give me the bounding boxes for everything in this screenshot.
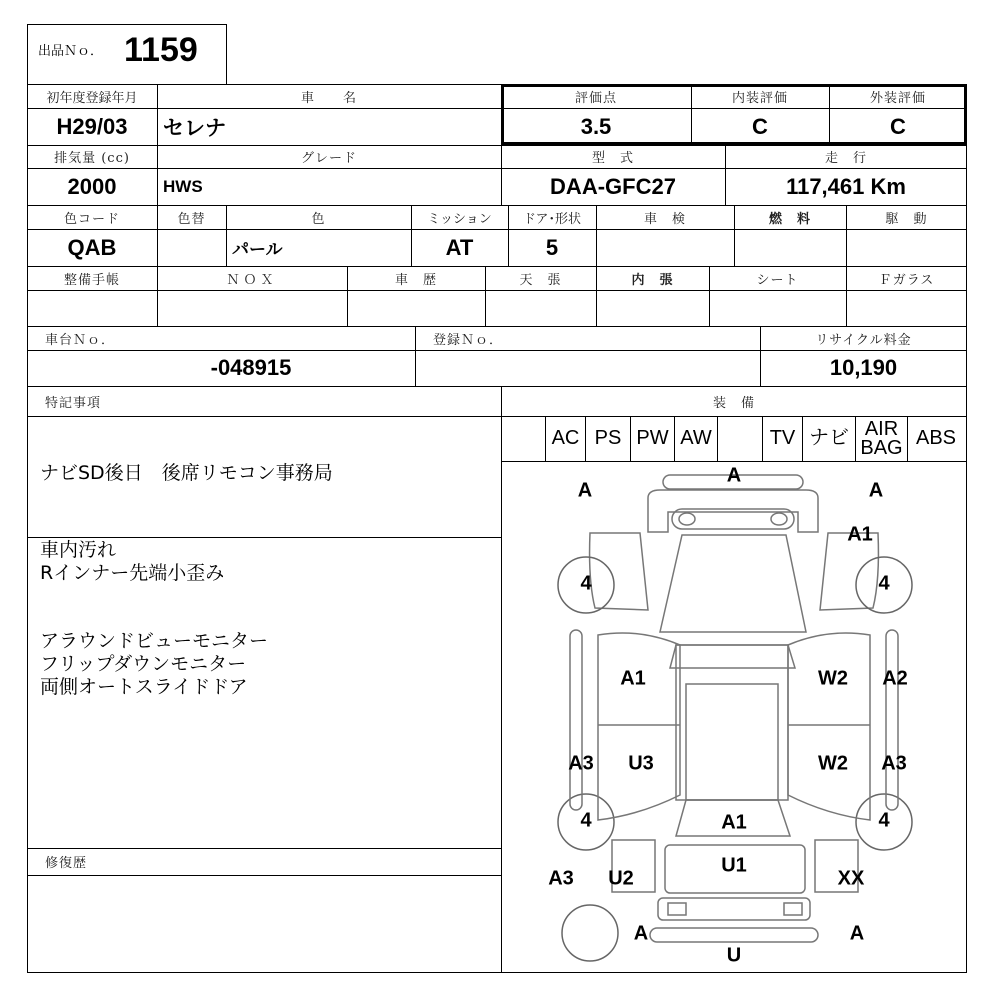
lot-label: 出品Ｎｏ． [38,44,104,59]
displacement-label: 排気量 (cc) [54,151,130,166]
mileage-value: 117,461 Km [786,173,906,199]
mark-right-rear-door: W2 [818,752,848,775]
lot-number-box [27,24,227,84]
inner-label: 内 張 [631,272,674,288]
color-value: パール [232,240,283,259]
mark-right-rear-panel: A3 [881,752,907,775]
mission-value: AT [445,234,474,260]
door-value: 5 [545,234,559,260]
equip-ac: AC [546,416,586,461]
mark-front-center: A [726,464,742,487]
color-change-value [157,229,226,266]
equip-aw: AW [675,416,718,461]
mark-rear-left-quarter: A3 [548,867,574,890]
grade-label: グレード [300,151,357,166]
exterior-label: 外装評価 [869,90,926,106]
repair-label: 修復歴 [45,856,88,871]
mark-hood-right: A1 [847,523,873,546]
body-sides [570,630,898,820]
notes-line1: ナビSD後日 後席リモコン事務局 [40,462,333,484]
mark-tire-fl: 4 [580,572,592,595]
mark-bumper-right: A [849,922,865,945]
score-label: 評価点 [574,90,617,106]
equip-airbag-line2: BAG [860,436,903,459]
equip-navi: ナビ [803,416,856,461]
hood [660,535,806,632]
equip-blank-1 [510,416,546,461]
roof-label: 天 張 [519,272,562,288]
mark-rear-glass: A1 [721,811,747,834]
color-code-label: 色コード [63,211,120,227]
equip-airbag [856,416,908,461]
mark-left-front-door: A1 [620,667,646,690]
grade-value: HWS [163,176,203,196]
drive-label: 駆 動 [885,211,928,227]
mark-left-rear-door: U3 [628,752,654,775]
equip-airbag-line1: AIR [864,417,899,440]
mission-label: ミッション [427,211,492,227]
recycle-label: リサイクル料金 [815,332,912,348]
notes-block3-line: 両側オートスライドドア [40,676,248,698]
color-label: 色 [311,211,326,227]
equipment-label: 装 備 [712,395,755,411]
model-value: DAA-GFC27 [550,173,676,199]
exterior-value: C [890,113,906,139]
maintenance-label: 整備手帳 [63,272,120,288]
notes-label: 特記事項 [45,395,102,411]
mark-bumper-left: A [633,922,649,945]
score-value: 3.5 [580,113,612,139]
first-reg-value: H29/03 [56,113,128,139]
windshield-rear [670,645,795,836]
notes-block3-line: アラウンドビューモニター [40,630,269,652]
mark-tire-fr: 4 [878,572,890,595]
equip-abs: ABS [915,427,957,449]
mark-front-right: A [868,479,884,502]
roof [676,645,788,800]
registration-label: 登録Ｎｏ． [433,332,504,348]
mark-tire-rl: 4 [580,809,592,832]
notes-block2-line: 車内汚れ [40,539,117,561]
inspection-value [596,229,734,266]
mark-rear-right-corner: XX [837,867,865,890]
car-name-value: セレナ [163,116,226,140]
equip-tv: TV [763,416,803,461]
interior-value: C [752,113,768,139]
equip-ps: PS [586,416,631,461]
lot-number: 1159 [124,31,198,69]
chassis-label: 車台Ｎｏ． [45,332,116,348]
model-label: 型 式 [591,151,634,166]
displacement-value: 2000 [67,173,117,199]
fglass-label: Ｆガラス [878,272,935,288]
mark-tire-rr: 4 [878,809,890,832]
mark-right-front-panel: A2 [882,667,908,690]
front-fenders [590,533,879,610]
mileage-label: 走 行 [824,151,867,166]
chassis-value: -048915 [210,355,292,380]
mark-rear-center: U [726,944,742,967]
equip-blank-2 [718,416,763,461]
fuel-label: 燃 料 [768,211,811,227]
door-label: ドア･形状 [522,211,582,227]
notes-block2 [40,539,224,585]
seat-label: シート [756,272,799,288]
history-label: 車 歴 [394,272,437,288]
notes-block3-line: フリップダウンモニター [40,653,247,675]
color-code-value: QAB [67,234,117,260]
recycle-value: 10,190 [829,355,898,380]
mark-front-left: A [577,479,593,502]
inspection-label: 車 検 [643,211,686,227]
mark-right-front-door: W2 [818,667,848,690]
interior-label: 内装評価 [731,90,788,106]
tires [558,557,912,961]
first-reg-label: 初年度登録年月 [46,90,138,106]
color-change-label: 色替 [177,211,206,227]
equip-pw: PW [631,416,675,461]
car-name-label: 車 名 [300,90,357,106]
mark-rear-left-corner: U2 [608,867,634,890]
nox-label: ＮＯＸ [226,272,278,288]
notes-block3 [40,630,268,699]
registration-value [475,350,760,386]
drive-value [846,229,967,266]
notes-block2-line: Rインナー先端小歪み [40,562,225,584]
mark-back-door: U1 [721,854,747,877]
mark-left-rear-panel: A3 [568,752,594,775]
fuel-value [734,229,846,266]
